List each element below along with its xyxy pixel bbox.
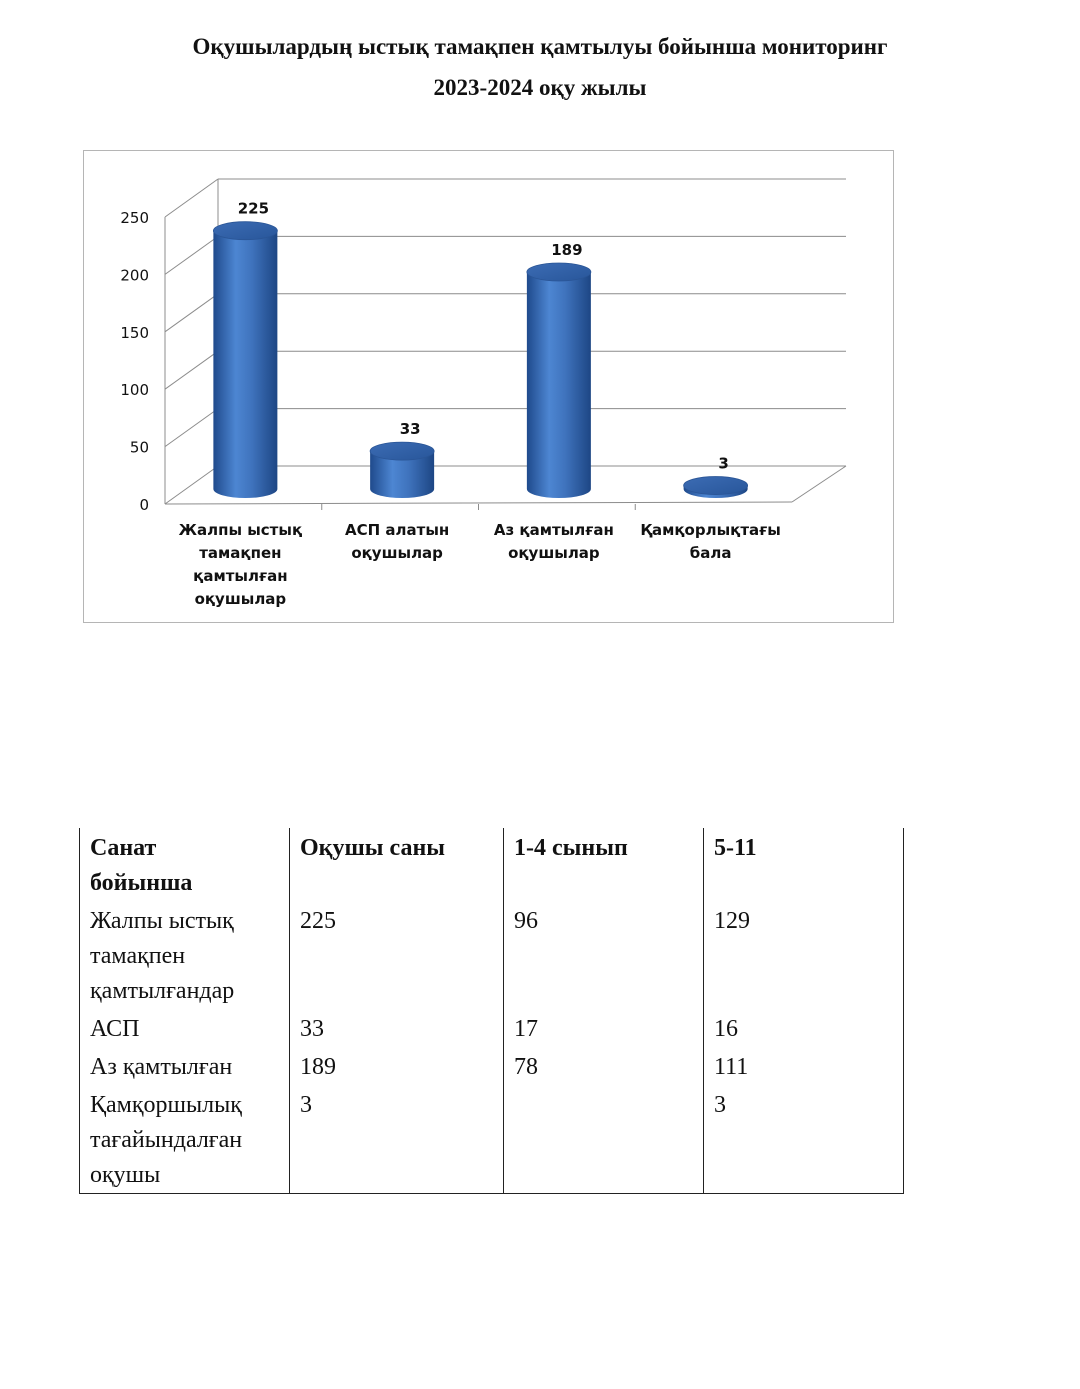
bar-top: [370, 442, 434, 460]
table-header-cell: 5-11: [704, 828, 904, 901]
data-table: [79, 828, 904, 1194]
chart-frame: [83, 150, 894, 623]
page-title: Оқушылардың ыстық тамақпен қамтылуы бойынша мониторинг: [192, 34, 888, 59]
bar-top: [213, 222, 277, 240]
table-row: [80, 901, 904, 1009]
bar-top: [527, 263, 591, 281]
y-tick-label: 50: [129, 438, 149, 457]
y-tick-label: 200: [120, 266, 149, 285]
table-cell: Жалпы ыстық тамақпен қамтылғандар: [80, 901, 290, 1009]
table-cell: 33: [290, 1009, 504, 1047]
gridline-side: [165, 294, 218, 332]
table-cell: Қамқоршылық тағайындалған оқушы: [80, 1085, 290, 1194]
table-cell: 17: [504, 1009, 704, 1047]
gridline-side: [165, 466, 218, 504]
table-cell: [504, 1085, 704, 1194]
bar: [527, 263, 591, 498]
table-header-cell: Санат бойынша: [80, 828, 290, 901]
y-tick-label: 150: [120, 323, 149, 342]
table-cell: 189: [290, 1047, 504, 1085]
data-label: 225: [237, 199, 270, 218]
floor-right-edge: [792, 466, 846, 502]
data-label: 189: [551, 241, 583, 260]
table-cell: АСП: [80, 1009, 290, 1047]
table-header-row: [80, 828, 904, 901]
table-cell: 96: [504, 901, 704, 1009]
gridline-side: [165, 409, 218, 447]
table-row: [80, 1085, 904, 1194]
x-tick-label: Қамқорлықтағы бала: [640, 521, 781, 562]
data-label: 3: [718, 454, 729, 473]
x-tick-label: Аз қамтылған оқушылар: [493, 521, 614, 562]
gridline-side: [165, 179, 218, 217]
table-cell: 3: [290, 1085, 504, 1194]
y-tick-label: 0: [139, 496, 149, 514]
y-tick-label: 100: [120, 381, 149, 400]
table-cell: 78: [504, 1047, 704, 1085]
table-cell: 225: [290, 901, 504, 1009]
table-header-cell: 1-4 сынып: [504, 828, 704, 901]
table-row: [80, 1009, 904, 1047]
bar: [213, 222, 277, 498]
gridline-side: [165, 351, 218, 389]
bar-chart: [84, 151, 893, 622]
x-axis: [165, 502, 792, 504]
bar-body: [527, 272, 591, 498]
table-header-cell: Оқушы саны: [290, 828, 504, 901]
data-label: 33: [399, 420, 421, 439]
bar-body: [213, 231, 277, 498]
x-tick-label: АСП алатын оқушылар: [345, 521, 450, 562]
table-cell: 111: [704, 1047, 904, 1085]
bar: [370, 442, 434, 498]
bar-top: [684, 477, 748, 495]
x-tick-label: Жалпы ыстық тамақпен қамтылған оқушылар: [178, 521, 303, 608]
table-cell: 129: [704, 901, 904, 1009]
bar: [684, 477, 748, 498]
table-cell: 3: [704, 1085, 904, 1194]
gridline-side: [165, 236, 218, 274]
table-row: [80, 1047, 904, 1085]
page-subtitle: 2023-2024 оқу жылы: [433, 75, 647, 100]
table-cell: Аз қамтылған: [80, 1047, 290, 1085]
y-tick-label: 250: [120, 209, 149, 227]
table-cell: 16: [704, 1009, 904, 1047]
